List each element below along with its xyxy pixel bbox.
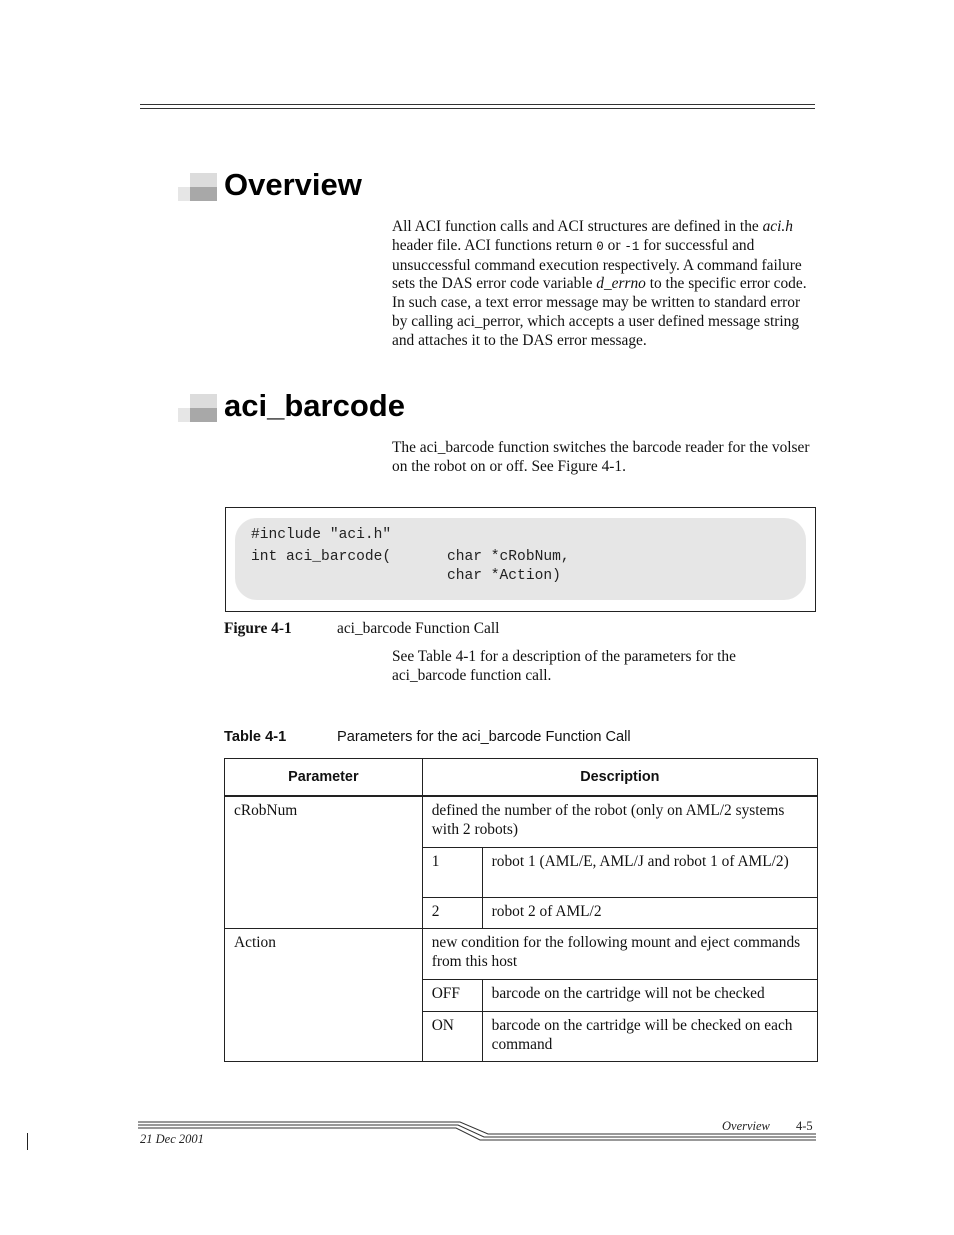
figure-note: See Table 4-1 for a description of the parameters for the aci_barcode function call. bbox=[392, 648, 736, 684]
table-row bbox=[225, 929, 818, 980]
value-cell bbox=[422, 847, 482, 897]
param-value-meaning: barcode on the cartridge will be checked on each command bbox=[491, 1016, 793, 1053]
param-value-meaning: barcode on the cartridge will not be checked bbox=[491, 984, 765, 1002]
text-run: All ACI function calls and ACI structures are defined in the bbox=[392, 218, 759, 235]
parameters-table bbox=[224, 758, 818, 1062]
footer-rule-graphic bbox=[138, 1120, 818, 1144]
heading-title: aci_barcode bbox=[224, 388, 405, 423]
param-value: 2 bbox=[431, 902, 440, 920]
figure-label: Figure 4-1 bbox=[224, 620, 292, 637]
column-header-parameter: Parameter bbox=[225, 759, 423, 797]
meaning-cell bbox=[482, 1011, 817, 1062]
heading-marker-icon bbox=[178, 394, 218, 422]
value-cell bbox=[422, 1011, 482, 1062]
code-line: int aci_barcode( bbox=[251, 549, 392, 565]
param-name: cRobNum bbox=[234, 802, 298, 819]
param-value: 1 bbox=[431, 852, 440, 870]
table-row bbox=[225, 796, 818, 847]
code-line: char *cRobNum, bbox=[447, 549, 570, 565]
code-line: #include "aci.h" bbox=[251, 527, 392, 543]
table-header-row bbox=[225, 759, 818, 797]
variable-name: d_errno bbox=[596, 275, 646, 293]
param-value: OFF bbox=[431, 984, 460, 1002]
param-name-cell bbox=[225, 796, 423, 929]
param-description: defined the number of the robot (only on AML/2 systems with 2 robots) bbox=[431, 802, 785, 838]
text-run: or bbox=[603, 236, 625, 254]
param-value-meaning: robot 1 (AML/E, AML/J and robot 1 of AML/2) bbox=[491, 852, 789, 870]
header-rule bbox=[140, 104, 815, 105]
inline-code: -1 bbox=[624, 239, 640, 254]
text-run: for successful and unsuccessful command execution respectively. A command failure sets the DAS error code variable bbox=[392, 236, 802, 293]
footer-date: 21 Dec 2001 bbox=[140, 1132, 204, 1146]
inline-code: 0 bbox=[596, 239, 604, 254]
change-bar bbox=[27, 1133, 28, 1150]
figure-caption: aci_barcode Function Call bbox=[337, 620, 500, 637]
heading-title: Overview bbox=[224, 167, 362, 202]
param-value-meaning: robot 2 of AML/2 bbox=[491, 902, 602, 920]
param-description-cell bbox=[422, 796, 817, 847]
meaning-cell bbox=[482, 897, 817, 929]
footer-section-name: Overview bbox=[722, 1119, 770, 1133]
param-name-cell bbox=[225, 929, 423, 1062]
overview-paragraph bbox=[392, 218, 816, 351]
value-cell bbox=[422, 897, 482, 929]
table-label: Table 4-1 bbox=[224, 729, 287, 745]
param-description: new condition for the following mount and eject commands from this host bbox=[431, 934, 801, 971]
value-cell bbox=[422, 979, 482, 1011]
header-rule-double bbox=[140, 108, 815, 109]
meaning-cell bbox=[482, 979, 817, 1011]
code-figure bbox=[225, 507, 816, 612]
param-description-cell bbox=[422, 929, 817, 980]
code-block bbox=[235, 518, 806, 600]
meaning-cell bbox=[482, 847, 817, 897]
text-run: to the specific error code. In such case, a text error message may be written to standard error by calling aci_perror, which accepts a user defined message string and attaches it to the DAS error message. bbox=[392, 275, 807, 349]
code-line: char *Action) bbox=[447, 568, 561, 584]
footer-page-number: 4-5 bbox=[796, 1119, 813, 1133]
param-name: Action bbox=[234, 934, 276, 952]
file-name: aci.h bbox=[762, 218, 793, 235]
table-caption: Parameters for the aci_barcode Function Call bbox=[337, 729, 631, 745]
text-run: header file. ACI functions return bbox=[392, 236, 597, 254]
param-value: ON bbox=[431, 1016, 454, 1034]
heading-marker-icon bbox=[178, 173, 218, 201]
column-header-description: Description bbox=[422, 759, 817, 797]
aci-barcode-paragraph: The aci_barcode function switches the barcode reader for the volser on the robot on or off. See Figure 4-1. bbox=[392, 439, 810, 475]
